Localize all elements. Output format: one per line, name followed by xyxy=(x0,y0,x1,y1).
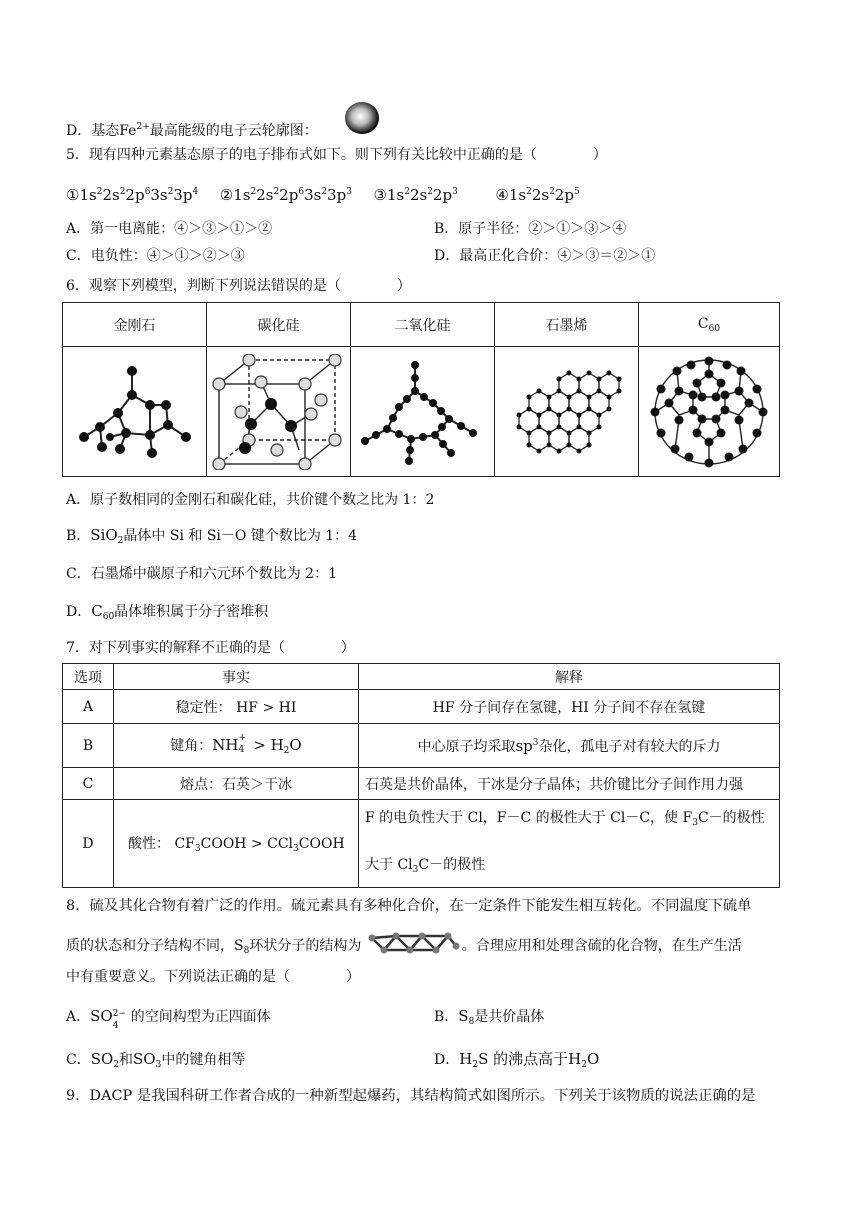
header-c60: $C_{60}$ xyxy=(639,303,780,347)
q6-option-a: A．原子数相同的金刚石和碳化硅，共价键个数之比为 1：2 xyxy=(66,492,435,508)
q4-d-prefix: D．基态 xyxy=(66,123,120,139)
q7-row-c-option: C xyxy=(63,768,114,800)
q8-line-2: 质的状态和分子结构不同，$S_8$环状分子的结构为 。合理应用和处理含硫的化合物，在生产生活 xyxy=(66,936,742,961)
q8-option-d: D．$H_2S$ 的沸点高于$H_2O$ xyxy=(434,1050,600,1070)
q4-d-charge: 2+ xyxy=(136,122,150,132)
q8-option-a: A．SO 2− 4 的空间构型为正四面体 xyxy=(66,1007,271,1031)
electron-cloud-sphere-image xyxy=(343,101,381,135)
q4-option-d xyxy=(66,117,318,141)
q7-row-d-option: D xyxy=(63,800,114,888)
diamond-model-image xyxy=(63,347,207,477)
header-graphene: 石墨烯 xyxy=(495,303,639,347)
q7-row-a-fact: 稳定性： HF > HI xyxy=(114,690,359,724)
q6-option-d: D．$C_{60}$晶体堆积属于分子密堆积 xyxy=(66,602,269,622)
q8-line-1: 8．硫及其化合物有着广泛的作用。硫元素具有多种化合价，在一定条件下能发生相互转化。不同温度下硫单 xyxy=(66,898,752,914)
q7-row-c-fact: 熔点：石英＞干冰 xyxy=(114,768,359,800)
q5-option-d: D．最高正化合价：④＞③＝②＞① xyxy=(434,248,656,264)
q7-row-d-explanation: F 的电负性大于 Cl，F－C 的极性大于 Cl－C，使 $F_3C-$的极性 大于 $Cl_3C-$的极性 xyxy=(359,800,780,888)
config-3: $③1s^22s^22p^3$ xyxy=(373,186,458,204)
q5-option-b: B．原子半径：②＞①＞③＞④ xyxy=(434,221,627,237)
q8-option-b: B．$S_8$是共价晶体 xyxy=(434,1007,545,1027)
q7-row-c-explanation: 石英是共价晶体，干冰是分子晶体；共价键比分子间作用力强 xyxy=(359,768,780,800)
q7-row-d-fact: 酸性： $CF_3COOH$ > CCl$_3$COOH xyxy=(114,800,359,888)
q8-line-3: 中有重要意义。下列说法正确的是（ ） xyxy=(66,969,360,985)
sic-model-image xyxy=(207,347,351,477)
q8-option-c: C．$SO_2$和$SO_3$中的键角相等 xyxy=(66,1050,246,1070)
graphene-model-image xyxy=(495,347,639,477)
header-diamond: 金刚石 xyxy=(63,303,207,347)
q7-row-a-explanation: HF 分子间存在氢键，HI 分子间不存在氢键 xyxy=(359,690,780,724)
header-sio2: 二氧化硅 xyxy=(351,303,495,347)
header-sic: 碳化硅 xyxy=(207,303,351,347)
q5-stem: 5．现有四种元素基态原子的电子排布式如下。则下列有关比较中正确的是（ ） xyxy=(66,147,607,163)
q7-row-b-fact: 键角：NH + 4 > $H_2O$ xyxy=(114,724,359,768)
q6-model-table xyxy=(62,302,780,477)
config-2: $②1s^22s^22p^63s^23p^3$ xyxy=(219,186,352,204)
q7-row-b-option: B xyxy=(63,724,114,768)
q6-option-b: B．SiO$_2$晶体中 Si 和 Si－O 键个数比为 1：4 xyxy=(66,526,358,546)
q7-row-a-option: A xyxy=(63,690,114,724)
q7-table xyxy=(62,663,780,888)
config-4: $④1s^22s^22p^5$ xyxy=(495,186,580,204)
q7-header-explanation: 解释 xyxy=(359,664,780,690)
q7-header-option: 选项 xyxy=(63,664,114,690)
q5-option-c: C．电负性：④＞①＞②＞③ xyxy=(66,248,245,264)
q9-stem: 9．DACP 是我国科研工作者合成的一种新型起爆药，其结构简式如图所示。下列关于该物质的说法正确的是 xyxy=(66,1088,756,1104)
q4-d-suffix: 最高能级的电子云轮廓图： xyxy=(149,123,318,139)
q7-header-fact: 事实 xyxy=(114,664,359,690)
q7-row-b-explanation: 中心原子均采取$sp^3$杂化，孤电子对有较大的斥力 xyxy=(359,724,780,768)
sio2-model-image xyxy=(351,347,495,477)
c60-model-image xyxy=(639,347,780,477)
q7-stem: 7．对下列事实的解释不正确的是（ ） xyxy=(66,640,355,656)
q6-stem: 6．观察下列模型，判断下列说法错误的是（ ） xyxy=(66,278,411,294)
config-1: $①1s^22s^22p^63s^23p^4$ xyxy=(66,186,199,204)
q5-option-a: A．第一电离能：④＞③＞①＞② xyxy=(66,221,273,237)
q5-configs xyxy=(66,182,580,205)
q4-d-ion: Fe xyxy=(119,123,137,139)
s8-ring-structure-image xyxy=(366,936,462,956)
q6-option-c: C．石墨烯中碳原子和六元环个数比为 2：1 xyxy=(66,566,337,582)
